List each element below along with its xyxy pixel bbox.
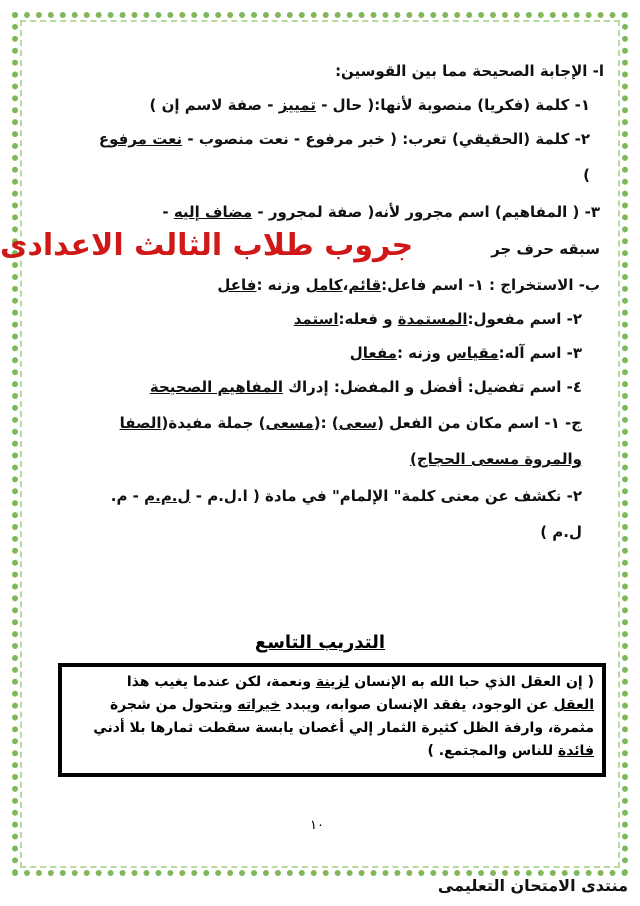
text-segment: ) (583, 166, 590, 184)
text-segment: سبقه حرف جر (491, 240, 600, 258)
exercise-title: التدريب التاسع (254, 632, 386, 653)
passage-line (70, 717, 594, 740)
underlined-answer: والمروة مسعى الحجاج) (410, 450, 582, 468)
answer-line (583, 166, 590, 184)
text-segment: ونعمة، لكن عندما يغيب هذا (126, 674, 316, 690)
text-segment: وزنه : (256, 276, 306, 294)
underlined-answer: مسعى (265, 414, 314, 432)
answer-line (162, 203, 600, 221)
text-segment: ٣- ( المفاهيم) اسم مجرور لأنه( صفة لمجرور - (252, 203, 600, 221)
answer-line (111, 487, 582, 505)
passage-line (70, 740, 594, 763)
answer-line (540, 523, 582, 541)
text-segment: للناس والمجتمع. ) (427, 743, 558, 759)
text-segment: - م. (110, 487, 145, 505)
underlined-answer: مفعال (349, 344, 397, 362)
text-segment: ١- كلمة (فكريا) منصوبة لأنها:( حال - (316, 96, 590, 114)
answer-line (294, 310, 582, 328)
text-segment: ج- ١- اسم مكان من الفعل ( (377, 414, 582, 432)
underlined-answer: سعى (338, 414, 378, 432)
text-segment: عن الوجود، يفقد الإنسان صوابه، ويبدد (280, 697, 554, 713)
text-segment: مثمرة، وارفة الظل كثيرة الثمار إلي أغصان يابسة سقطت ثمارها بلا أدني (93, 720, 594, 736)
text-segment: و فعله: (338, 310, 398, 328)
footer-credit: منتدى الامتحان التعليمى (437, 876, 628, 895)
answer-line (150, 96, 590, 114)
underlined-answer: العقل (553, 697, 594, 713)
text-segment: وزنه : (396, 344, 447, 362)
underlined-answer: مقياس (446, 344, 499, 362)
text-segment: ٤- اسم تفضيل: أفضل و المفضل: إدراك (283, 378, 582, 396)
text-segment: ٢- نكشف عن معنى كلمة" الإلمام" في مادة ( ا.ل.م - (190, 487, 582, 505)
underlined-answer: استمد (293, 310, 339, 328)
text-segment: ( إن العقل الذي حبا الله به الإنسان (349, 674, 594, 690)
underlined-answer: المفاهيم الصحيحة (149, 378, 284, 396)
text-segment: ب- الاستخراج : ١- اسم فاعل: (381, 276, 600, 294)
text-segment: ويتحول من شجرة (109, 697, 238, 713)
text-segment: ٢- كلمة (الحقيقي) تعرب: ( خبر مرفوع - نعت منصوب - (182, 130, 590, 148)
underlined-answer: ل.م.م (144, 487, 191, 505)
text-segment: - صفة لاسم إن ) (149, 96, 279, 114)
underlined-answer: نعت مرفوع (98, 130, 183, 148)
text-segment: ا- الإجابة الصحيحة مما بين القوسين: (335, 62, 604, 80)
underlined-answer: فاعل (217, 276, 257, 294)
text-segment: ٢- اسم مفعول: (467, 310, 582, 328)
answer-line (350, 344, 582, 362)
text-segment: ل.م ) (540, 523, 582, 541)
text-segment: ) :( (313, 414, 339, 432)
passage-line (70, 671, 594, 694)
underlined-answer: لزينة (315, 674, 350, 690)
group-watermark-text: جروب طلاب الثالث الاعدادى (0, 228, 414, 263)
passage-box (58, 663, 606, 777)
underlined-answer: قائم (348, 276, 382, 294)
answer-line (335, 62, 604, 80)
answer-line (217, 276, 600, 294)
text-segment: ، (342, 276, 349, 294)
answer-line (150, 378, 582, 396)
text-segment: - (162, 203, 174, 221)
underlined-answer: مضاف إليه (173, 203, 253, 221)
underlined-answer: تمييز (278, 96, 316, 114)
passage-line (70, 694, 594, 717)
underlined-answer: فائدة (557, 743, 594, 759)
answer-line (99, 130, 590, 148)
answer-line (410, 450, 582, 468)
text-segment: ٣- اسم آله: (498, 344, 582, 362)
answer-line (120, 414, 582, 432)
underlined-answer: كامل (305, 276, 343, 294)
underlined-answer: الصفا (119, 414, 162, 432)
text-segment: ) جملة مفيدة( (161, 414, 266, 432)
underlined-answer: خيراته (237, 697, 281, 713)
page-number: ١٠ (310, 818, 324, 833)
underlined-answer: المستمدة (397, 310, 468, 328)
